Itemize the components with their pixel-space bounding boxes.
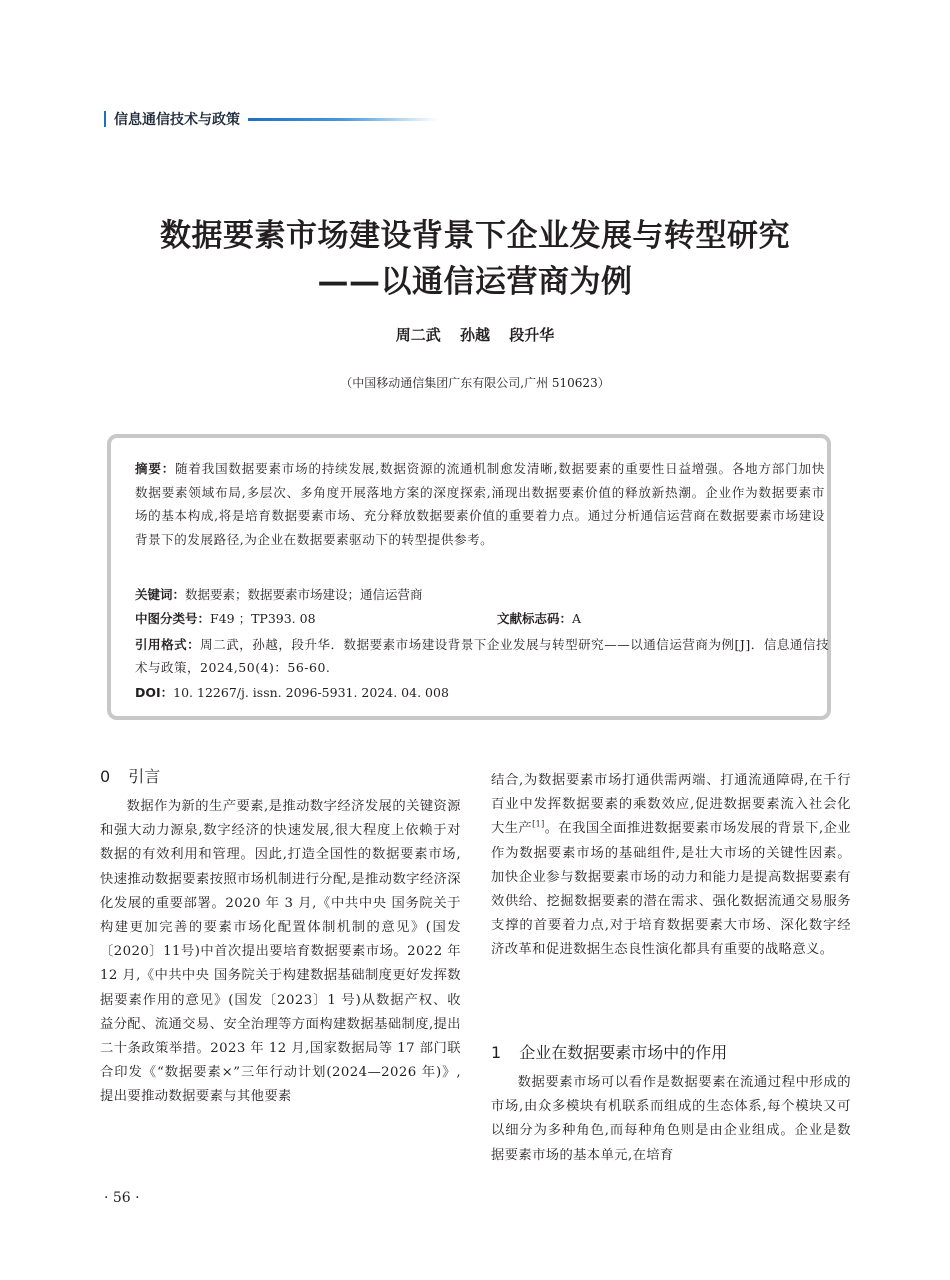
- section-number: 1: [491, 1043, 502, 1062]
- author-list: [0, 324, 950, 345]
- keywords-label: 关键词：: [135, 587, 186, 602]
- section-number: 0: [100, 767, 111, 786]
- author-name: 孙越: [459, 326, 490, 344]
- classification-row: [135, 608, 829, 630]
- right-column-section1: [491, 1071, 851, 1168]
- doi-value: 10. 12267/j. issn. 2096-5931. 2024. 04. 008: [173, 685, 449, 700]
- article-title: 数据要素市场建设背景下企业发展与转型研究: [160, 218, 790, 254]
- doc-code-label: 文献标志码：: [497, 611, 573, 626]
- author-name: 周二武: [395, 326, 441, 344]
- header-gradient-line: [248, 118, 438, 121]
- left-column: [100, 795, 461, 1110]
- abstract-text: 随着我国数据要素市场的持续发展,数据资源的流通机制愈发清晰,数据要素的重要性日益增强。各地方部门加快数据要素领域布局,多层次、多角度开展落地方案的深度探索,涌现出数据要素价值的释放新热潮。企业作为数据要素市场的基本构成,将是培育数据要素市场、充分释放数据要素价值的重要着力点。通过分析通信运营商在数据要素市场建设背景下的发展路径,为企业在数据要素驱动下的转型提供参考。: [135, 461, 825, 547]
- doi-label: DOI：: [135, 685, 174, 700]
- section-title: 引言: [128, 767, 161, 786]
- section-heading-1: [491, 1040, 727, 1063]
- abstract-label: 摘要：: [135, 461, 176, 476]
- clc-value: F49 ；TP393. 08: [210, 611, 316, 626]
- clc-label: 中图分类号：: [135, 611, 211, 626]
- citation-text: 周二武，孙越，段升华．数据要素市场建设背景下企业发展与转型研究——以通信运营商为例[J]．信息通信技术与政策，2024,50(4)：56-60.: [135, 637, 829, 675]
- citation-row: [135, 633, 829, 679]
- section1-paragraph: 数据要素市场可以看作是数据要素在流通过程中形成的市场,由众多模块有机联系而组成的生态体系,每个模块又可以细分为多种角色,而每种角色则是由企业组成。企业是数据要素市场的基本单元,在培育: [491, 1075, 851, 1163]
- section-title: 企业在数据要素市场中的作用: [519, 1043, 728, 1062]
- section-heading-intro: [100, 764, 160, 787]
- abstract-box: [107, 434, 831, 720]
- header-accent-bar: [104, 111, 106, 127]
- doi-row: [135, 682, 829, 704]
- abstract-paragraph: [135, 457, 825, 551]
- citation-label: 引用格式：: [135, 637, 201, 652]
- journal-section-header: [104, 109, 438, 129]
- article-subtitle: ——以通信运营商为例: [317, 264, 633, 300]
- citation-ref[interactable]: [1]: [532, 819, 545, 829]
- keywords-row: [135, 584, 829, 606]
- journal-section-label: 信息通信技术与政策: [114, 112, 240, 128]
- author-affiliation: （中国移动通信集团广东有限公司,广州 510623）: [340, 376, 610, 390]
- right-column: [491, 769, 851, 963]
- author-name: 段升华: [509, 326, 555, 344]
- intro-paragraph: 数据作为新的生产要素,是推动数字经济发展的关键资源和强大动力源泉,数字经济的快速发展,很大程度上依赖于对数据的有效利用和管理。因此,打造全国性的数据要素市场,快速推动数据要素按照市场机制进行分配,是推动数字经济深化发展的重要部署。2020 年 3 月,《中共中央 国务院关于构建更加完善的要素市场化配置体制机制的意见》(国发〔2020〕11号)中首次提出要培育数据要素市场。2022 年 12 月,《中共中央 国务院关于构建数据基础制度更好发挥数据要素作用的意见》(国发〔2023〕1 号)从数据产权、收益分配、流通交易、安全治理等方面构建数据基础制度,提出二十条政策举措。2023 年 12 月,国家数据局等 17 部门联合印发《“数据要素×”三年行动计划(2024—2026 年)》,提出要推动数据要素与其他要素: [100, 799, 461, 1105]
- intro-paragraph-continued: [491, 769, 851, 963]
- page-number: · 56 ·: [104, 1190, 140, 1206]
- intro-continued-text-2: 。在我国全面推进数据要素市场发展的背景下,企业作为数据要素市场的基础组件,是壮大市场的关键性因素。加快企业参与数据要素市场的动力和能力是提高数据要素有效供给、挖掘数据要素的潜在需求、强化数据流通交易服务支撑的首要着力点,对于培育数据要素大市场、深化数字经济改革和促进数据生态良性演化都具有重要的战略意义。: [491, 821, 851, 958]
- doc-code-value: A: [572, 611, 582, 626]
- intro-continued-text: 结合,为数据要素市场打通供需两端、打通流通障碍,在千行百业中发挥数据要素的乘数效应,促进数据要素流入社会化大生产: [491, 773, 851, 837]
- keywords-text: 数据要素；数据要素市场建设；通信运营商: [185, 587, 423, 602]
